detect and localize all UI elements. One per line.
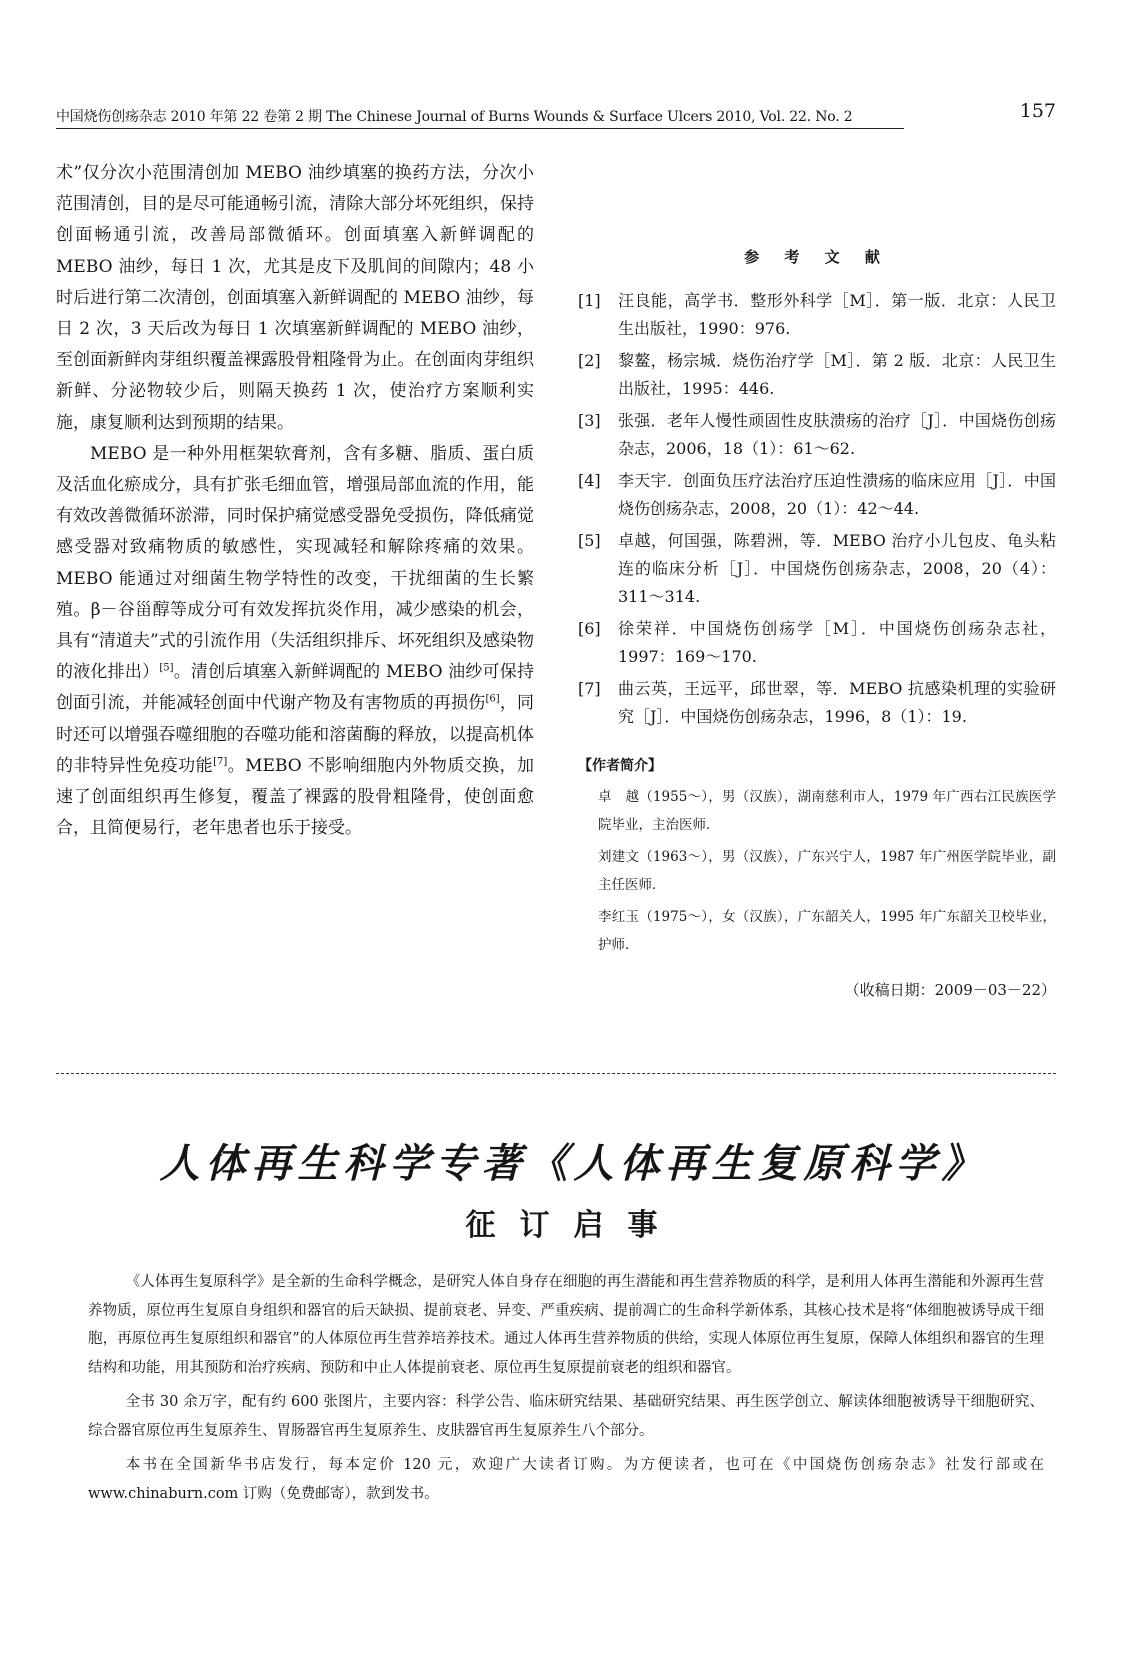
announcement-paragraph: 《人体再生复原科学》是全新的生命科学概念，是研究人体自身存在细胞的再生潜能和再生营养物质的科学，是利用人体再生潜能和外源再生营养物质，原位再生复原自身组织和器官的后天缺损、提前衰老、异变、严重疾病、提前凋亡的生命科学新体系，其核心技术是将“体细胞被诱导成干细胞，再原位再生复原组织和器官”的人体原位再生营养培养技术。通过人体再生营养物质的供给，实现人体原位再生复原，保障人体组织和器官的生理结构和功能，用其预防和治疗疾病、预防和中止人体提前衰老、原位再生复原提前衰老的组织和器官。: [88, 1274, 1044, 1376]
reference-item: [578, 467, 1056, 523]
reference-number: [5]: [578, 531, 601, 550]
reference-number: [1]: [578, 291, 601, 310]
reference-text: 黎鳌，杨宗城．烧伤治疗学［M］．第 2 版．北京：人民卫生出版社，1995：446.: [618, 351, 1056, 398]
author-bio: 李红玉（1975～），女（汉族），广东韶关人，1995 年广东韶关卫校毕业，护师．: [598, 909, 1056, 953]
running-header: [56, 100, 1056, 128]
author-bio: 刘建文（1963～），男（汉族），广东兴宁人，1987 年广州医学院毕业，副主任医师．: [598, 849, 1056, 893]
reference-number: [3]: [578, 411, 601, 430]
reference-text: 曲云英，王远平，邱世翠，等．MEBO 抗感染机理的实验研究［J］．中国烧伤创疡杂志，1996，8（1）：19.: [618, 679, 1056, 726]
reference-item: [578, 527, 1056, 611]
citation-7[interactable]: [7]: [213, 756, 228, 768]
reference-text: 张强．老年人慢性顽固性皮肤溃疡的治疗［J］．中国烧伤创疡杂志，2006，18（1）：61～62.: [618, 411, 1056, 458]
references-title: 参 考 文 献: [744, 248, 890, 266]
header-rule: [56, 128, 904, 129]
citation-6[interactable]: [6]: [485, 693, 500, 705]
body-paragraph: 术”仅分次小范围清创加 MEBO 油纱填塞的换药方法，分次小范围清创，目的是尽可能通畅引流，清除大部分坏死组织，保持创面畅通引流，改善局部微循环。创面填塞入新鲜调配的 MEBO 油纱，每日 1 次，尤其是皮下及肌间的间隙内；48 小时后进行第二次清创，创面填塞入新鲜调配的 MEBO 油纱，每日 2 次，3 天后改为每日 1 次填塞新鲜调配的 MEBO 油纱，至创面新鲜肉芽组织覆盖裸露股骨粗隆骨为止。在创面肉芽组织新鲜、分泌物较少后，则隔天换药 1 次，使治疗方案顺利实施，康复顺利达到预期的结果。: [56, 163, 534, 433]
announcement-title: 人体再生科学专著《人体再生复原科学》: [159, 1140, 988, 1187]
reference-text: 卓越，何国强，陈碧洲，等．MEBO 治疗小儿包皮、龟头粘连的临床分析［J］．中国烧伤创疡杂志，2008，20（4）：311～314.: [618, 531, 1056, 606]
reference-item: [578, 287, 1056, 343]
author-bio: 卓 越（1955～），男（汉族），湖南慈利市人，1979 年广西右江民族医学院毕业，主治医师．: [598, 789, 1056, 833]
announcement-subtitle: 征订启事: [465, 1208, 682, 1243]
reference-item: [578, 347, 1056, 403]
running-head-text: 中国烧伤创疡杂志 2010 年第 22 卷第 2 期 The Chinese Journal of Burns Wounds & Surface Ulcers 2010, Vol. 22. No. 2: [56, 109, 853, 125]
body-text-segment: ，同时还可以增强吞噬细胞的吞噬功能和溶菌酶的释放，以提高机体的非特异性免疫功能: [56, 693, 535, 776]
announcement-body: [88, 1268, 1044, 1514]
article-body-column: [56, 158, 534, 844]
page-number: 157: [1019, 100, 1056, 122]
announcement-paragraph: 全书 30 余万字，配有约 600 张图片，主要内容：科学公告、临床研究结果、基础研究结果、再生医学创立、解读体细胞被诱导干细胞研究、综合器官原位再生复原养生、胃肠器官再生复原养生、皮肤器官再生复原养生八个部分。: [88, 1394, 1044, 1439]
reference-text: 汪良能，高学书．整形外科学［M］．第一版．北京：人民卫生出版社，1990：976.: [618, 291, 1056, 338]
reference-text: 李天宇．创面负压疗法治疗压迫性溃疡的临床应用［J］．中国烧伤创疡杂志，2008，20（1）：42～44.: [618, 471, 1056, 518]
body-paragraph-mebo: [56, 439, 534, 845]
reference-item: [578, 615, 1056, 671]
citation-5[interactable]: [5]: [159, 662, 174, 674]
reference-number: [6]: [578, 619, 601, 638]
reference-number: [4]: [578, 471, 601, 490]
section-divider: [56, 1073, 1056, 1074]
received-date: （收稿日期：2009－03－22）: [844, 981, 1056, 999]
reference-number: [2]: [578, 351, 601, 370]
reference-item: [578, 675, 1056, 731]
reference-text: 徐荣祥．中国烧伤创疡学［M］．中国烧伤创疡杂志社，1997：169～170.: [618, 619, 1056, 666]
reference-number: [7]: [578, 679, 601, 698]
references-column: [578, 158, 1056, 1000]
body-text-segment: 。清创后填塞入新鲜调配的 MEBO 油纱可保持创面引流，并能减轻创面中代谢产物及有害物质的再损伤: [56, 662, 534, 714]
author-bio-heading: 【作者简介】: [578, 758, 662, 774]
reference-list: [578, 287, 1056, 731]
body-text-segment: MEBO 是一种外用框架软膏剂，含有多糖、脂质、蛋白质及活血化瘀成分，具有扩张毛细血管，增强局部血流的作用，能有效改善微循环淤滞，同时保护痛觉感受器免受损伤，降低痛觉感受器对致痛物质的敏感性，实现减轻和解除疼痛的效果。MEBO 能通过对细菌生物学特性的改变，干扰细菌的生长繁殖。β－谷甾醇等成分可有效发挥抗炎作用，减少感染的机会，具有“清道夫”式的引流作用（失活组织排斥、坏死组织及感染物的液化排出）: [56, 443, 534, 683]
reference-item: [578, 407, 1056, 463]
body-text-segment: 。MEBO 不影响细胞内外物质交换，加速了创面组织再生修复，覆盖了裸露的股骨粗隆骨，使创面愈合，且简便易行，老年患者也乐于接受。: [56, 755, 535, 839]
announcement-paragraph: 本书在全国新华书店发行，每本定价 120 元，欢迎广大读者订购。为方便读者，也可在《中国烧伤创疡杂志》社发行部或在 www.chinaburn.com 订购（免费邮寄），款到发书。: [88, 1457, 1044, 1502]
